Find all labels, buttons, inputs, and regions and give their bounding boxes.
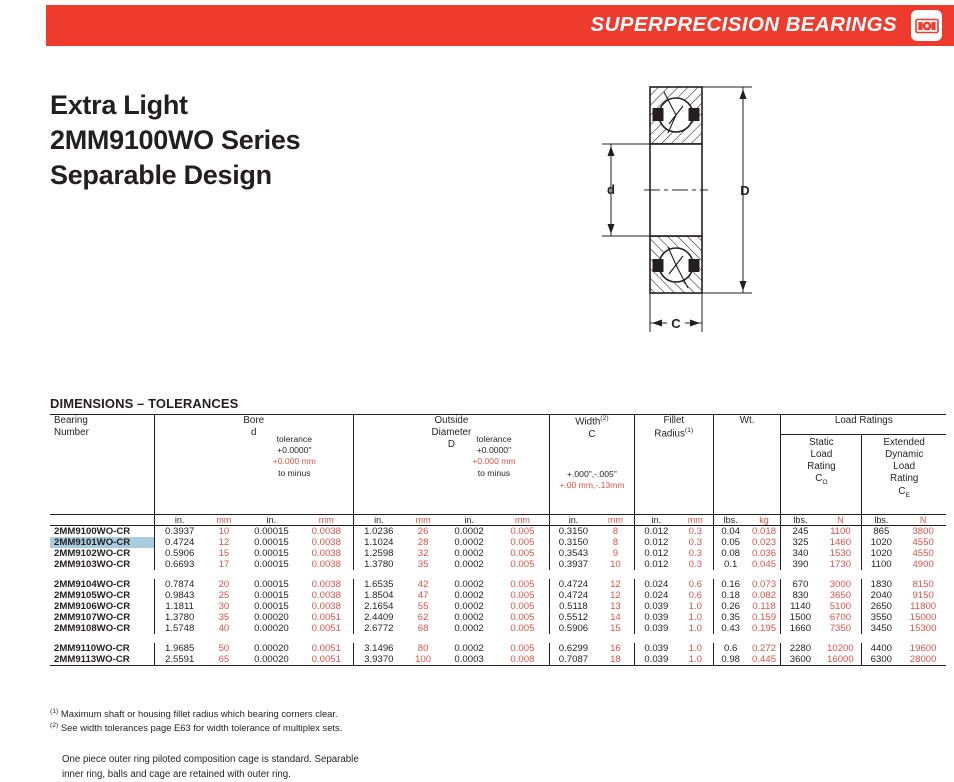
cell-bore-in: 0.7874 <box>164 578 195 590</box>
cell-static-n: 6700 <box>819 612 861 623</box>
cell-od-tol-in: 0.0002 <box>454 642 484 654</box>
unit-fillet-in: in. <box>651 514 662 525</box>
cell-od-tol-mm: 0.005 <box>496 601 550 612</box>
cell-width-mm: 12 <box>597 579 634 590</box>
cell-dyn-lbs: 2040 <box>870 589 892 601</box>
table-row[interactable] <box>50 654 946 666</box>
cell-dyn-n: 28000 <box>900 654 946 666</box>
cell-fillet-mm: 0.3 <box>678 559 713 570</box>
footnote-2-text: See width tolerances page E63 for width tolerance of multiplex sets. <box>60 721 343 733</box>
cell-wt-kg: 0.159 <box>748 612 781 623</box>
cell-fillet-in: 0.039 <box>644 622 669 634</box>
header-fillet-radius: Fillet Radius$^{(1)}$ <box>634 415 713 515</box>
cell-width-mm: 14 <box>597 612 634 623</box>
cell-bore-mm: 25 <box>218 589 230 601</box>
cell-wt-kg: 0.045 <box>748 559 781 570</box>
cell-od-mm: 35 <box>417 558 429 570</box>
cell-od-in: 3.9370 <box>353 654 404 666</box>
cell-bore-tol-in: 0.00015 <box>254 536 289 548</box>
cell-fillet-in: 0.012 <box>644 536 669 548</box>
cell-dyn-n: 4900 <box>912 558 934 570</box>
cell-fillet-mm: 1.0 <box>678 612 713 623</box>
unit-static-n: N <box>819 514 861 525</box>
cell-bore-in: 0.5906 <box>164 547 195 559</box>
cage-note-line-2: inner ring, balls and cage are retained with outer ring. <box>62 768 291 780</box>
cell-wt-kg: 0.272 <box>748 643 781 654</box>
footnote-1 <box>50 707 570 721</box>
cell-wt-kg: 0.082 <box>748 590 781 601</box>
bore-tolerance-l1: tolerance <box>276 434 312 444</box>
cell-od-tol-mm: 0.005 <box>496 579 550 590</box>
cell-bore-mm: 35 <box>218 611 230 623</box>
unit-bore-mm: mm <box>216 514 232 525</box>
cell-dyn-lbs: 4400 <box>870 642 892 654</box>
unit-bore-tol-in: in. <box>266 514 277 525</box>
od-tolerance-l4: to minus <box>477 467 511 478</box>
cell-fillet-mm: 1.0 <box>678 643 713 654</box>
cell-bore-tol-mm: 0.0038 <box>300 579 354 590</box>
cell-bore-tol-in: 0.00015 <box>254 578 289 590</box>
cell-od-tol-in: 0.0002 <box>454 622 484 634</box>
cell-fillet-in: 0.039 <box>644 642 669 654</box>
cell-static-lbs: 1140 <box>790 600 811 612</box>
unit-dyn-n: N <box>919 514 927 525</box>
cell-wt-lbs: 0.16 <box>721 578 741 590</box>
cell-width-in: 0.4724 <box>558 589 589 601</box>
table-row[interactable] <box>50 623 946 634</box>
cell-fillet-mm: 1.0 <box>678 654 713 666</box>
cell-od-tol-in: 0.0002 <box>454 578 484 590</box>
cell-dyn-n: 15000 <box>909 611 937 623</box>
table-group-spacer <box>50 634 946 643</box>
cell-wt-kg: 0.036 <box>748 548 781 559</box>
cell-static-lbs: 670 <box>792 578 809 590</box>
cell-static-n: 1100 <box>819 525 861 537</box>
unit-bore-in: in. <box>174 514 185 525</box>
cell-od-mm: 100 <box>404 654 442 666</box>
table-row[interactable] <box>50 559 946 570</box>
footnote-2-marker: (2) <box>50 721 59 729</box>
cell-wt-lbs: 0.6 <box>724 642 738 654</box>
bearing-number-cell[interactable]: 2MM9113WO-CR <box>50 654 154 666</box>
cell-width-mm: 15 <box>597 623 634 634</box>
cell-static-lbs: 245 <box>781 525 819 537</box>
od-tolerance-l1: tolerance <box>476 434 512 444</box>
cell-width-mm: 16 <box>597 643 634 654</box>
cell-bore-tol-mm: 0.0051 <box>300 643 354 654</box>
cell-static-n: 3000 <box>819 579 861 590</box>
table-row[interactable] <box>50 612 946 623</box>
cell-width-mm: 13 <box>597 601 634 612</box>
cell-fillet-mm: 1.0 <box>678 623 713 634</box>
cell-dyn-n: 15300 <box>909 622 937 634</box>
cell-width-mm: 8 <box>597 537 634 548</box>
page-title-line-2: 2MM9100WO Series <box>50 125 301 156</box>
cell-dyn-n: 11800 <box>910 600 937 612</box>
fillet-footnote-marker: (1) <box>684 427 694 435</box>
cell-bore-tol-mm: 0.0038 <box>300 559 354 570</box>
cell-od-mm: 26 <box>404 525 442 537</box>
bore-tolerance-l2: +0.0000" <box>277 445 312 456</box>
cell-static-lbs: 1660 <box>789 622 812 634</box>
cell-od-in: 1.2598 <box>364 547 394 559</box>
cell-fillet-in: 0.039 <box>634 654 677 666</box>
cell-dyn-lbs: 1020 <box>870 547 892 559</box>
cell-od-tol-mm: 0.005 <box>496 643 550 654</box>
bearing-number-cell[interactable]: 2MM9108WO-CR <box>50 623 154 634</box>
cell-dyn-n: 19600 <box>909 642 937 654</box>
cell-od-tol-mm: 0.005 <box>496 537 550 548</box>
cell-static-n: 16000 <box>819 654 861 666</box>
bearing-number-cell[interactable]: 2MM9106WO-CR <box>50 601 154 612</box>
header-title: SUPERPRECISION BEARINGS <box>590 13 897 37</box>
header-bar <box>46 5 954 46</box>
unit-od-mm: mm <box>415 514 431 525</box>
cell-dyn-lbs: 3450 <box>870 622 892 634</box>
cell-od-in: 1.0236 <box>353 525 404 537</box>
width-tolerance-l1: +.000",-.005" <box>567 468 617 479</box>
cell-bore-tol-mm: 0.0038 <box>300 548 354 559</box>
cell-bore-in: 0.6693 <box>164 558 195 570</box>
cell-od-mm: 80 <box>417 642 429 654</box>
unit-wt-lbs: lbs. <box>723 514 738 525</box>
cell-bore-tol-in: 0.00015 <box>243 525 300 537</box>
cell-width-mm: 8 <box>597 525 634 537</box>
footnotes <box>50 707 570 782</box>
cell-od-tol-mm: 0.005 <box>496 559 550 570</box>
cell-wt-lbs: 0.1 <box>724 558 738 570</box>
bearing-number-cell[interactable]: 2MM9103WO-CR <box>50 559 154 570</box>
cell-wt-lbs: 0.04 <box>713 525 747 537</box>
cell-bore-mm: 17 <box>218 558 230 570</box>
cell-static-n: 10200 <box>819 643 861 654</box>
cell-od-tol-in: 0.0002 <box>454 589 484 601</box>
table-row[interactable] <box>50 579 946 590</box>
unit-bore-tol-mm: mm <box>300 514 354 525</box>
bore-tolerance-l4: to minus <box>278 467 311 478</box>
header-bearing-number: Bearing Number <box>50 415 154 515</box>
cell-width-in: 0.3150 <box>549 525 597 537</box>
cell-od-in: 2.1654 <box>364 600 394 612</box>
header-static-load-rating: Static Load Rating $C_O$ <box>781 434 862 514</box>
cell-od-mm: 68 <box>417 622 429 634</box>
cell-wt-lbs: 0.43 <box>721 622 741 634</box>
table-row[interactable] <box>50 643 946 654</box>
cell-dyn-n: 4550 <box>912 536 934 548</box>
cell-fillet-mm: 0.6 <box>678 590 713 601</box>
cell-dyn-lbs: 1100 <box>871 558 892 570</box>
cell-static-lbs: 3600 <box>781 654 819 666</box>
cell-bore-tol-mm: 0.0038 <box>300 537 354 548</box>
bearing-logo-icon <box>911 10 942 41</box>
unit-fillet-mm: mm <box>678 514 713 525</box>
cell-wt-lbs: 0.26 <box>721 600 741 612</box>
cell-static-n: 7350 <box>819 623 861 634</box>
cell-static-n: 5100 <box>819 601 861 612</box>
cell-wt-kg: 0.018 <box>748 525 781 537</box>
cell-od-tol-in: 0.0002 <box>454 611 484 623</box>
cell-static-lbs: 390 <box>792 558 809 570</box>
bore-tolerance-l3: +0.000 mm <box>272 456 316 467</box>
cell-wt-lbs: 0.05 <box>721 536 741 548</box>
bearing-number-cell[interactable]: 2MM9102WO-CR <box>50 548 154 559</box>
cell-width-in: 0.3543 <box>558 547 589 559</box>
cell-bore-in: 0.4724 <box>164 536 195 548</box>
cell-dyn-n: 9150 <box>912 589 934 601</box>
cell-od-tol-in: 0.0002 <box>454 536 484 548</box>
cell-fillet-in: 0.024 <box>644 589 669 601</box>
table-row[interactable] <box>50 537 946 548</box>
cell-od-tol-mm: 0.005 <box>496 623 550 634</box>
cell-od-mm: 62 <box>417 611 429 623</box>
cell-static-n: 1730 <box>819 559 861 570</box>
cell-fillet-mm: 0.3 <box>678 537 713 548</box>
od-tolerance-l2: +0.0000" <box>476 445 512 456</box>
width-tolerance-l2: +.00 mm,-.13mm <box>559 479 625 490</box>
cell-od-tol-in: 0.0002 <box>454 600 484 612</box>
table-row[interactable] <box>50 525 946 537</box>
cell-bore-mm: 12 <box>218 536 230 548</box>
cell-bore-tol-mm: 0.0051 <box>300 612 354 623</box>
cell-bore-in: 2.5591 <box>154 654 205 666</box>
bearing-number-cell[interactable]: 2MM9100WO-CR <box>50 525 154 537</box>
cell-od-tol-mm: 0.005 <box>496 612 550 623</box>
cell-fillet-in: 0.039 <box>644 600 669 612</box>
cell-fillet-mm: 0.3 <box>678 525 713 537</box>
cell-dyn-n: 4550 <box>912 547 934 559</box>
unit-od-tol-mm: mm <box>496 514 550 525</box>
cell-od-mm: 55 <box>417 600 429 612</box>
cell-fillet-mm: 1.0 <box>678 601 713 612</box>
cell-bore-mm: 20 <box>218 578 230 590</box>
cell-static-lbs: 1500 <box>789 611 812 623</box>
cell-static-lbs: 340 <box>792 547 809 559</box>
cell-od-mm: 28 <box>417 536 429 548</box>
cell-wt-lbs: 0.35 <box>721 611 741 623</box>
cell-static-n: 3650 <box>819 590 861 601</box>
page-section-heading: DIMENSIONS – TOLERANCES <box>50 396 239 411</box>
bearing-number-cell[interactable]: 2MM9107WO-CR <box>50 612 154 623</box>
cell-bore-tol-in: 0.00015 <box>254 589 289 601</box>
width-footnote-marker: (2) <box>600 415 609 422</box>
unit-dyn-lbs: lbs. <box>874 514 889 525</box>
header-outside-diameter: Outside Diameter D tolerance +0.0000" +0.000 mm to minus <box>353 415 549 515</box>
cell-width-mm: 9 <box>597 548 634 559</box>
cell-od-tol-in: 0.0003 <box>442 654 496 666</box>
cell-bore-tol-in: 0.00015 <box>254 547 289 559</box>
footnote-1-text: Maximum shaft or housing fillet radius which bearing corners clear. <box>60 708 338 720</box>
unit-od-tol-in: in. <box>464 514 474 525</box>
cell-bore-tol-in: 0.00020 <box>254 611 289 623</box>
cell-wt-kg: 0.118 <box>748 601 781 612</box>
unit-od-in: in. <box>374 514 384 525</box>
cell-fillet-in: 0.012 <box>644 547 669 559</box>
cell-fillet-mm: 0.6 <box>678 579 713 590</box>
cell-bore-tol-in: 0.00020 <box>243 654 300 666</box>
page-title-line-1: Extra Light <box>50 90 188 120</box>
cell-width-in: 0.3937 <box>558 558 589 570</box>
cell-dyn-n: 8150 <box>912 578 934 590</box>
cell-width-mm: 10 <box>597 559 634 570</box>
cell-od-tol-mm: 0.005 <box>496 525 550 537</box>
table-group-spacer <box>50 570 946 579</box>
cell-wt-lbs: 0.98 <box>713 654 747 666</box>
page-title <box>50 88 300 193</box>
cell-bore-tol-in: 0.00015 <box>254 600 289 612</box>
cell-od-tol-in: 0.0002 <box>454 558 484 570</box>
cell-static-n: 1460 <box>819 537 861 548</box>
cell-bore-in: 1.9685 <box>164 642 195 654</box>
cell-width-in: 0.5906 <box>558 622 589 634</box>
diagram-label-D: D <box>740 183 750 198</box>
cell-dyn-lbs: 3550 <box>870 611 892 623</box>
cell-od-mm: 47 <box>417 589 429 601</box>
table-units-row <box>50 514 946 525</box>
cell-od-tol-in: 0.0002 <box>454 547 484 559</box>
page-title-line-3: Separable Design <box>50 160 272 191</box>
cell-od-tol-mm: 0.008 <box>496 654 550 666</box>
cell-od-tol-mm: 0.005 <box>496 548 550 559</box>
cell-od-mm: 32 <box>417 547 429 559</box>
unit-width-mm: mm <box>597 514 634 525</box>
table-row[interactable] <box>50 548 946 559</box>
cell-od-in: 1.6535 <box>364 578 394 590</box>
cell-od-in: 1.8504 <box>364 589 394 601</box>
cell-wt-kg: 0.023 <box>748 537 781 548</box>
bearing-number-cell[interactable]: 2MM9101WO-CR <box>50 537 154 548</box>
cell-od-tol-in: 0.0002 <box>442 525 496 537</box>
diagram-label-C: C <box>671 316 681 331</box>
cell-static-lbs: 830 <box>792 589 809 601</box>
cell-bore-mm: 10 <box>205 525 243 537</box>
diagram-label-d: d <box>607 182 615 197</box>
cell-width-in: 0.7087 <box>549 654 597 666</box>
footnote-2 <box>50 721 570 735</box>
table-row[interactable] <box>50 590 946 601</box>
cell-od-mm: 42 <box>417 578 429 590</box>
cell-bore-mm: 40 <box>218 622 230 634</box>
cell-dyn-n: 3800 <box>900 525 946 537</box>
cell-wt-lbs: 0.08 <box>721 547 741 559</box>
cell-width-in: 0.5118 <box>559 600 588 612</box>
cell-dyn-lbs: 1020 <box>870 536 892 548</box>
cell-width-in: 0.4724 <box>558 578 589 590</box>
cell-fillet-mm: 0.3 <box>678 548 713 559</box>
cell-width-in: 0.3150 <box>558 536 589 548</box>
cell-width-mm: 18 <box>597 654 634 666</box>
cell-width-in: 0.6299 <box>558 642 589 654</box>
cell-dyn-lbs: 6300 <box>862 654 900 666</box>
cell-bore-tol-in: 0.00015 <box>254 558 289 570</box>
bearing-cross-section-diagram <box>588 78 768 353</box>
table-header-row <box>50 415 946 435</box>
cell-bore-mm: 65 <box>205 654 243 666</box>
cell-od-in: 2.6772 <box>364 622 394 634</box>
cell-bore-in: 1.1811 <box>165 600 194 612</box>
cell-width-in: 0.5512 <box>558 611 589 623</box>
cell-bore-mm: 50 <box>218 642 230 654</box>
od-tolerance-l3: +0.000 mm <box>472 456 516 467</box>
cell-fillet-in: 0.024 <box>644 578 669 590</box>
cell-bore-tol-mm: 0.0038 <box>300 601 354 612</box>
unit-width-in: in. <box>568 514 579 525</box>
bearing-number-cell[interactable]: 2MM9110WO-CR <box>50 643 154 654</box>
footnote-1-marker: (1) <box>50 708 59 715</box>
cell-od-tol-mm: 0.005 <box>496 590 550 601</box>
cell-bore-tol-in: 0.00020 <box>254 622 289 634</box>
cell-bore-in: 0.9843 <box>164 589 195 601</box>
cell-dyn-lbs: 1830 <box>870 578 892 590</box>
dimensions-tolerances-table <box>50 414 946 666</box>
table-row[interactable] <box>50 601 946 612</box>
bearing-number-cell[interactable]: 2MM9104WO-CR <box>50 579 154 590</box>
cell-bore-tol-in: 0.00020 <box>254 642 289 654</box>
cell-dyn-lbs: 2650 <box>870 600 892 612</box>
cell-static-lbs: 2280 <box>789 642 812 654</box>
cell-bore-in: 1.3780 <box>164 611 195 623</box>
cell-od-in: 1.3780 <box>364 558 394 570</box>
header-load-ratings: Load Ratings <box>781 415 946 435</box>
cell-bore-tol-mm: 0.0051 <box>300 654 354 666</box>
cell-wt-kg: 0.445 <box>748 654 781 666</box>
cell-bore-tol-mm: 0.0038 <box>300 590 354 601</box>
cell-bore-mm: 30 <box>218 600 230 612</box>
cell-wt-kg: 0.195 <box>748 623 781 634</box>
cell-od-in: 3.1496 <box>364 642 394 654</box>
bearing-number-cell[interactable]: 2MM9105WO-CR <box>50 590 154 601</box>
cell-wt-kg: 0.073 <box>748 579 781 590</box>
unit-static-lbs: lbs. <box>793 514 808 525</box>
header-extended-dynamic-load-rating: Extended Dynamic Load Rating $C_E$ <box>883 436 925 499</box>
cell-bore-in: 0.3937 <box>154 525 205 537</box>
cell-dyn-lbs: 865 <box>862 525 900 537</box>
cell-static-lbs: 325 <box>792 536 809 548</box>
unit-blank <box>50 514 154 525</box>
cell-width-mm: 12 <box>597 590 634 601</box>
cage-note-line-1: One piece outer ring piloted composition cage is standard. Separable <box>62 753 359 765</box>
cell-wt-lbs: 0.18 <box>721 589 741 601</box>
cage-note <box>62 752 570 782</box>
cell-static-n: 1530 <box>819 548 861 559</box>
cell-bore-tol-mm: 0.0051 <box>300 623 354 634</box>
cell-od-in: 1.1024 <box>364 536 394 548</box>
unit-wt-kg: kg <box>748 514 781 525</box>
cell-bore-mm: 15 <box>218 547 230 559</box>
header-weight: Wt. <box>713 415 781 515</box>
cell-bore-in: 1.5748 <box>164 622 195 634</box>
cell-fillet-in: 0.012 <box>644 558 669 570</box>
cell-bore-tol-mm: 0.0038 <box>300 525 354 537</box>
cell-fillet-in: 0.039 <box>644 611 669 623</box>
header-bore: Bore d tolerance +0.0000" +0.000 mm to minus <box>154 415 353 515</box>
header-width: Width$^{(2)}$ C +.000",-.005" +.00 mm,-.13mm <box>549 415 634 515</box>
cell-fillet-in: 0.012 <box>634 525 677 537</box>
cell-od-in: 2.4409 <box>364 611 394 623</box>
